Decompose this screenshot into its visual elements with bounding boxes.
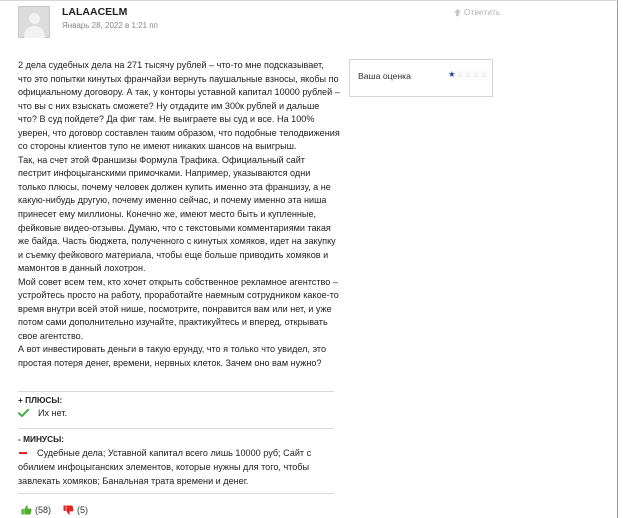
cons-title: - МИНУСЫ:: [18, 434, 64, 444]
cons-item: [18, 446, 318, 488]
comment-date[interactable]: Январь 28, 2022 в 1:21 пп: [62, 21, 158, 30]
like-button[interactable]: [21, 505, 51, 515]
like-count: (58): [35, 505, 52, 515]
dislike-button[interactable]: [63, 505, 88, 515]
thumbs-down-icon: [63, 505, 74, 515]
star-icon[interactable]: ☆: [480, 69, 488, 79]
reply-label[interactable]: Ответить: [464, 7, 501, 17]
author-name[interactable]: LALAACELM: [62, 6, 128, 18]
star-icon[interactable]: ☆: [464, 69, 472, 79]
star-icon[interactable]: ☆: [456, 69, 464, 79]
rating-box: [349, 59, 493, 97]
star-icon[interactable]: ☆: [472, 69, 480, 79]
cons-text: Судебные дела; Уставной капитал всего лишь 10000 руб; Сайт с обилием инфоцыганских элементов, которые нужны для того, чтобы завлекать хомяков; Банальная трата времени и денег.: [18, 448, 312, 486]
pros-item: [18, 408, 67, 418]
thumbs-up-icon: [21, 505, 32, 515]
divider: [18, 493, 334, 494]
page-edge: [618, 0, 623, 518]
star-icon[interactable]: ★: [448, 69, 456, 79]
pros-text: Их нет.: [38, 408, 68, 418]
comment-paragraph: А вот инвестировать деньги в такую ерунду, что я только что увидел, это простая потеря денег, времени, нервных клеток. Зачем оно вам нужно?: [18, 344, 327, 369]
comment-paragraph: Мой совет всем тем, кто хочет открыть собственное рекламное агентство – устройтесь просто на работу, проработайте наемным сотрудником какое-то время внутри всей этой нише, посмотрите, понравится вам или нет, и уже потом сами дополнительно изучайте, практикуйтесь и вперед, открывать свое агентство.: [18, 276, 339, 341]
dislike-count: (5): [77, 505, 89, 515]
vote-bar: [21, 505, 88, 515]
rating-label: Ваша оценка: [358, 71, 412, 81]
minus-icon: [19, 452, 27, 454]
comment-body: [18, 59, 340, 371]
pros-title: + ПЛЮСЫ:: [18, 395, 63, 405]
comment-paragraph: 2 дела судебных дела на 271 тысячу рублей – что-то мне подсказывает, что это попытки кинутых франчайзи вернуть паушальные взносы, якобы по официальному договору. А так, у конторы уставной капитал 10000 рублей – что вы с них взыскать сможете? Ну отдадите им 300к рублей и дальше что? В суд пойдете? Да фиг там. Не выиграете вы суд и все. На 100% уверен, что договор составлен таким образом, что подобные телодвижения со стороны клиентов тупо не имеют никаких шансов на выигрыш.: [18, 60, 340, 152]
divider: [18, 391, 334, 392]
comment-paragraph: Так, на счет этой Франшизы Формула Трафика. Официальный сайт пестрит инфоцыганскими примочками. Например, указываются одни только плюсы, почему человек должен купить именно эта франшизу, а не какую-нибудь другую, почему именно сейчас, и почему именно эта ниша принесет ему миллионы. Конечно же, имеют место быть и купленные, фейковые видео-отзывы. Думаю, что с текстовыми комментариями такая же байда. Часть бюджета, полученного с кинутых хомяков, идет на закупку и съемку фейкового материала, чтобы еще больше приводить хомяков и мамонтов в данный лохотрон.: [18, 154, 336, 274]
star-rating[interactable]: [448, 70, 487, 79]
reply-arrow-icon: [453, 8, 462, 17]
check-icon: [18, 408, 29, 418]
reply-button[interactable]: [453, 7, 500, 17]
avatar: [18, 6, 50, 38]
divider: [18, 428, 334, 429]
